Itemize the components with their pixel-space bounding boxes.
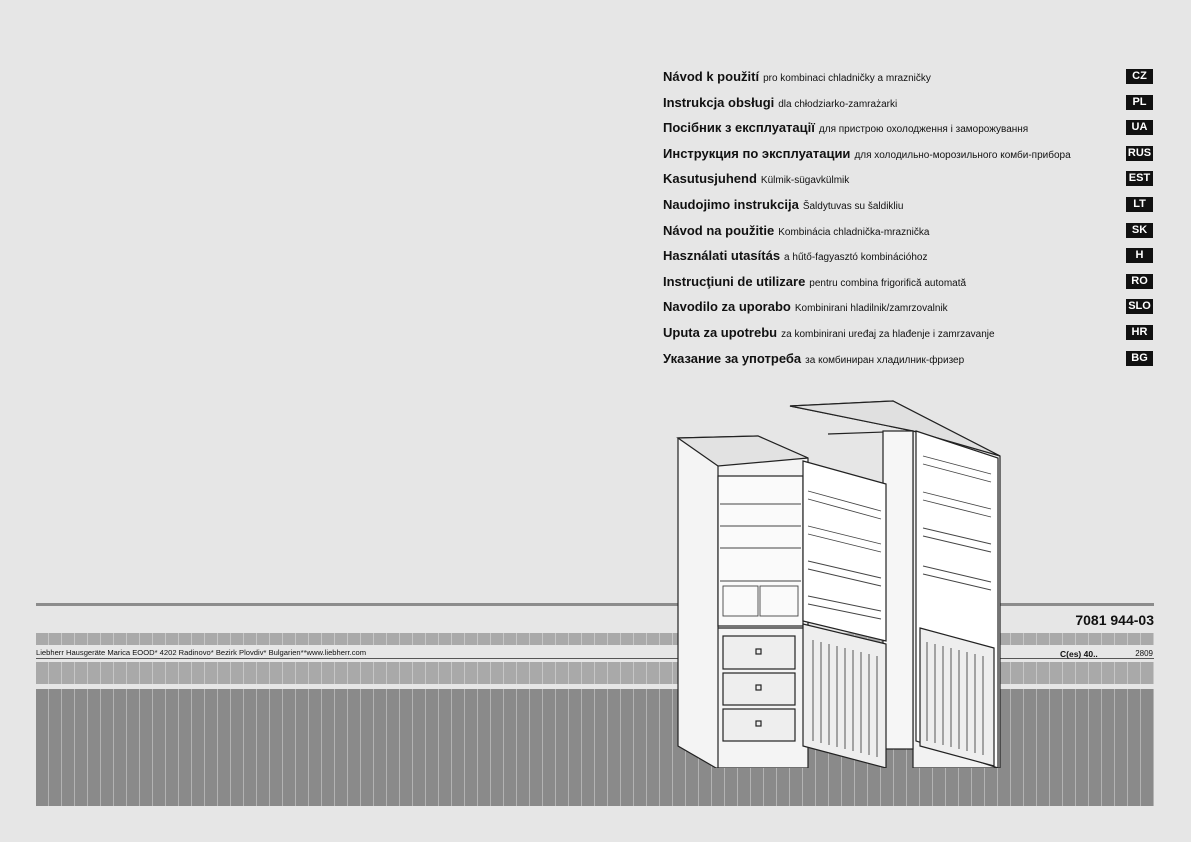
- language-title: Kasutusjuhend: [663, 171, 757, 187]
- language-code-badge: CZ: [1126, 69, 1153, 84]
- language-row-lt: [663, 194, 1153, 220]
- language-code-badge: H: [1126, 248, 1153, 263]
- language-title: Navodilo za uporabo: [663, 299, 791, 315]
- language-title: Naudojimo instrukcija: [663, 196, 799, 212]
- language-title: Указание за употреба: [663, 350, 802, 366]
- language-subtitle: a hűtő-fagyasztó kombinációhoz: [784, 252, 928, 264]
- language-code-badge: SLO: [1126, 299, 1153, 314]
- language-list: [663, 66, 1153, 373]
- print-code: 2809: [1135, 649, 1153, 658]
- language-subtitle: за комбиниран хладилник-фризер: [805, 354, 965, 366]
- language-row-h: [663, 245, 1153, 271]
- language-row-ro: [663, 271, 1153, 297]
- language-subtitle: для холодильно-морозильного комби-прибора: [854, 149, 1071, 161]
- language-subtitle: Kombinirani hladilnik/zamrzovalnik: [794, 303, 948, 315]
- document-number: 7081 944-03: [1075, 612, 1154, 628]
- manufacturer-address: Liebherr Hausgeräte Marica EOOD* 4202 Radinovo* Bezirk Plovdiv* Bulgarien**www.liebherr.com: [36, 648, 367, 657]
- language-row-ua: [663, 117, 1153, 143]
- fridge-freezer-illustration: [668, 396, 1013, 768]
- language-title: Инструкция по эксплуатации: [663, 145, 851, 161]
- language-code-badge: RUS: [1127, 146, 1152, 159]
- language-row-rus: [663, 143, 1153, 169]
- language-title: Návod na použitie: [663, 222, 775, 238]
- language-title: Instrucţiuni de utilizare: [663, 273, 806, 289]
- language-row-cz: [663, 66, 1153, 92]
- language-code-badge: LT: [1126, 197, 1153, 212]
- language-title: Návod k použití: [663, 69, 760, 84]
- language-title: Uputa za upotrebu: [663, 324, 778, 340]
- country-code: C(es) 40..: [1060, 649, 1098, 659]
- language-row-est: [663, 168, 1153, 194]
- language-row-bg: [663, 348, 1153, 374]
- language-code-badge: UA: [1126, 120, 1153, 135]
- language-subtitle: dla chłodziarko-zamrażarki: [778, 98, 898, 110]
- language-code-badge: BG: [1126, 351, 1153, 366]
- language-row-pl: [663, 92, 1153, 118]
- language-code-badge: PL: [1126, 95, 1153, 110]
- language-row-slo: [663, 296, 1153, 322]
- language-title: Посібник з експлуатації: [663, 120, 815, 136]
- language-row-sk: [663, 220, 1153, 246]
- language-subtitle: Kombinácia chladnička-mraznička: [778, 226, 930, 238]
- language-title: Használati utasítás: [663, 248, 781, 264]
- language-code-badge: RO: [1126, 274, 1153, 289]
- language-code-badge: HR: [1126, 325, 1153, 340]
- language-code-badge: SK: [1126, 223, 1153, 238]
- language-subtitle: Külmik-sügavkülmik: [760, 175, 850, 187]
- language-subtitle: для пристрою охолодження і заморожування: [818, 124, 1029, 136]
- language-row-hr: [663, 322, 1153, 348]
- language-subtitle: pro kombinaci chladničky a mrazničky: [763, 73, 931, 84]
- language-subtitle: pentru combina frigorifică automată: [809, 277, 967, 289]
- language-subtitle: Šaldytuvas su šaldikliu: [802, 200, 904, 212]
- language-code-badge: EST: [1126, 171, 1153, 186]
- left-fridge-unit: [678, 436, 886, 768]
- language-subtitle: za kombinirani uređaj za hlađenje i zamrzavanje: [781, 328, 995, 340]
- language-title: Instrukcja obsługi: [663, 94, 775, 110]
